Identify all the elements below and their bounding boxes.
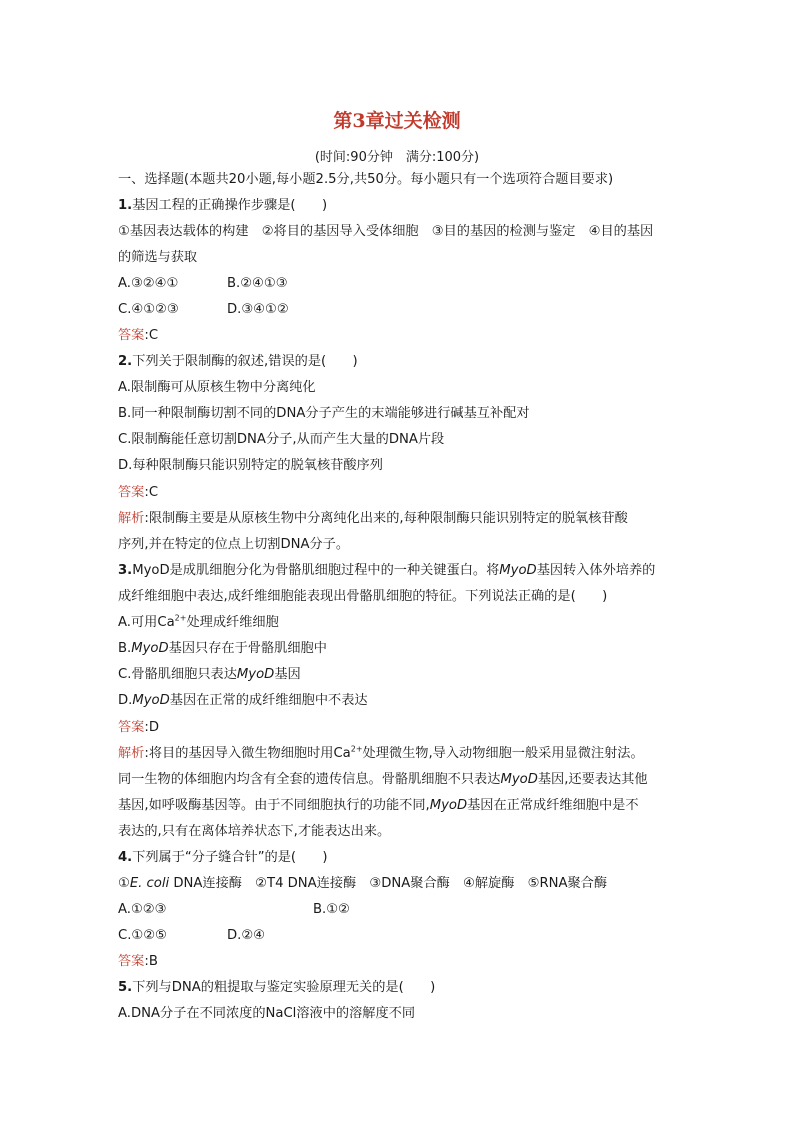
option-b [118,640,327,658]
organism-name: E. coli [129,876,170,891]
option-a: A.DNA分子在不同浓度的NaCl溶液中的溶解度不同 [118,1006,416,1021]
gene-name: MyoD [132,693,170,708]
question-5 [118,979,435,997]
explanation-text: 基因,还要表达其他 [537,772,648,787]
option-a: A.③②④① [118,276,179,291]
q4-options-row2 [118,927,265,945]
section-heading: 一、选择题(本题共20小题,每小题2.5分,共50分。每小题只有一个选项符合题目要求) [118,172,614,187]
option-c: C.①②⑤ [118,928,167,943]
q3-explanation-line2 [118,771,648,789]
question-2 [118,353,358,371]
explanation-label: 解析 [118,511,145,526]
option-text: A.可用Ca [118,615,175,630]
explanation-text: 同一生物的体细胞内均含有全套的遗传信息。骨骼肌细胞不只表达 [118,772,501,787]
option-text: 基因在正常的成纤维细胞中不表达 [169,693,368,708]
exam-time-info: (时间:90分钟 满分:100分) [314,150,480,165]
items-text: DNA连接酶 ②T4 DNA连接酶 ③DNA聚合酶 ④解旋酶 ⑤RNA聚合酶 [169,876,608,891]
option-a: A.①②③ [118,902,167,917]
question-number: 2. [118,354,133,369]
question-stem: 基因工程的正确操作步骤是( ) [132,198,328,213]
option-d: D.每种限制酶只能识别特定的脱氧核苷酸序列 [118,458,383,473]
option-text: 基因 [274,667,301,682]
question-stem: 下列属于“分子缝合针”的是( ) [132,850,328,865]
option-b: B.①② [313,902,350,917]
q2-explanation-line1 [118,510,628,528]
q4-options-row1 [118,901,350,919]
option-c: C.④①②③ [118,302,179,317]
answer-label: 答案 [118,328,145,343]
gene-name: MyoD [429,798,468,813]
page-title: 第3章过关检测 [333,110,461,132]
gene-name: MyoD [131,641,169,656]
question-stem: 下列关于限制酶的叙述,错误的是( ) [132,354,358,369]
question-stem-part: 基因转入体外培养的 [536,563,656,578]
question-1 [118,197,327,215]
option-text: 基因只存在于骨骼肌细胞中 [168,641,327,656]
q3-answer [118,719,159,737]
explanation-text: 基因,如呼吸酶基因等。由于不同细胞执行的功能不同, [118,798,430,813]
q4-answer [118,953,158,971]
gene-name: MyoD [236,667,275,682]
option-text: 处理成纤维细胞 [186,615,279,630]
explanation-label: 解析 [118,746,145,761]
option-text: D. [118,693,133,708]
gene-name: MyoD [500,772,538,787]
question-stem: 下列与DNA的粗提取与鉴定实验原理无关的是( ) [132,980,436,995]
option-a [118,614,279,632]
explanation-text: :将目的基因导入微生物细胞时用Ca [144,746,351,761]
question-3 [118,562,655,580]
question-number: 1. [118,198,133,213]
superscript: 2+ [174,613,187,623]
option-d [118,692,368,710]
q3-explanation-line4: 表达的,只有在离体培养状态下,才能表达出来。 [118,824,391,839]
option-d: D.②④ [227,928,265,943]
option-b: B.②④①③ [227,276,288,291]
answer-value: :C [144,485,159,500]
option-a: A.限制酶可从原核生物中分离纯化 [118,380,316,395]
option-b: B.同一种限制酶切割不同的DNA分子产生的末端能够进行碱基互补配对 [118,406,530,421]
q1-items-line2: 的筛选与获取 [118,250,198,265]
question-stem-part: MyoD是成肌细胞分化为骨骼肌细胞过程中的一种关键蛋白。将 [132,563,500,578]
question-number: 3. [118,563,133,578]
explanation-text: :限制酶主要是从原核生物中分离纯化出来的,每种限制酶只能识别特定的脱氧核苷酸 [144,511,628,526]
q2-answer [118,484,158,502]
option-c: C.限制酶能任意切割DNA分子,从而产生大量的DNA片段 [118,432,445,447]
answer-value: :D [144,720,159,735]
option-text: B. [118,641,132,656]
question-number: 5. [118,980,133,995]
items-text: ① [118,876,130,891]
q3-explanation-line1 [118,745,644,763]
answer-label: 答案 [118,720,145,735]
answer-value: :C [144,328,159,343]
explanation-text: 处理微生物,导入动物细胞一般采用显微注射法。 [362,746,644,761]
explanation-text: 基因在正常成纤维细胞中是不 [467,798,639,813]
option-d: D.③④①② [227,302,289,317]
q2-explanation-line2: 序列,并在特定的位点上切割DNA分子。 [118,537,350,552]
q4-items [118,875,607,893]
option-text: C.骨骼肌细胞只表达 [118,667,237,682]
q3-stem-line2: 成纤维细胞中表达,成纤维细胞能表现出骨骼肌细胞的特征。下列说法正确的是( ) [118,589,608,604]
q1-answer [118,327,158,345]
gene-name: MyoD [499,563,537,578]
answer-label: 答案 [118,485,145,500]
question-4 [118,849,328,867]
option-c [118,666,301,684]
answer-label: 答案 [118,954,145,969]
answer-value: :B [144,954,158,969]
question-number: 4. [118,850,133,865]
q1-options-row2 [118,301,289,319]
q3-explanation-line3 [118,797,639,815]
q1-items-line1: ①基因表达载体的构建 ②将目的基因导入受体细胞 ③目的基因的检测与鉴定 ④目的基因 [118,224,654,239]
superscript: 2+ [350,744,363,754]
q1-options-row1 [118,275,288,293]
